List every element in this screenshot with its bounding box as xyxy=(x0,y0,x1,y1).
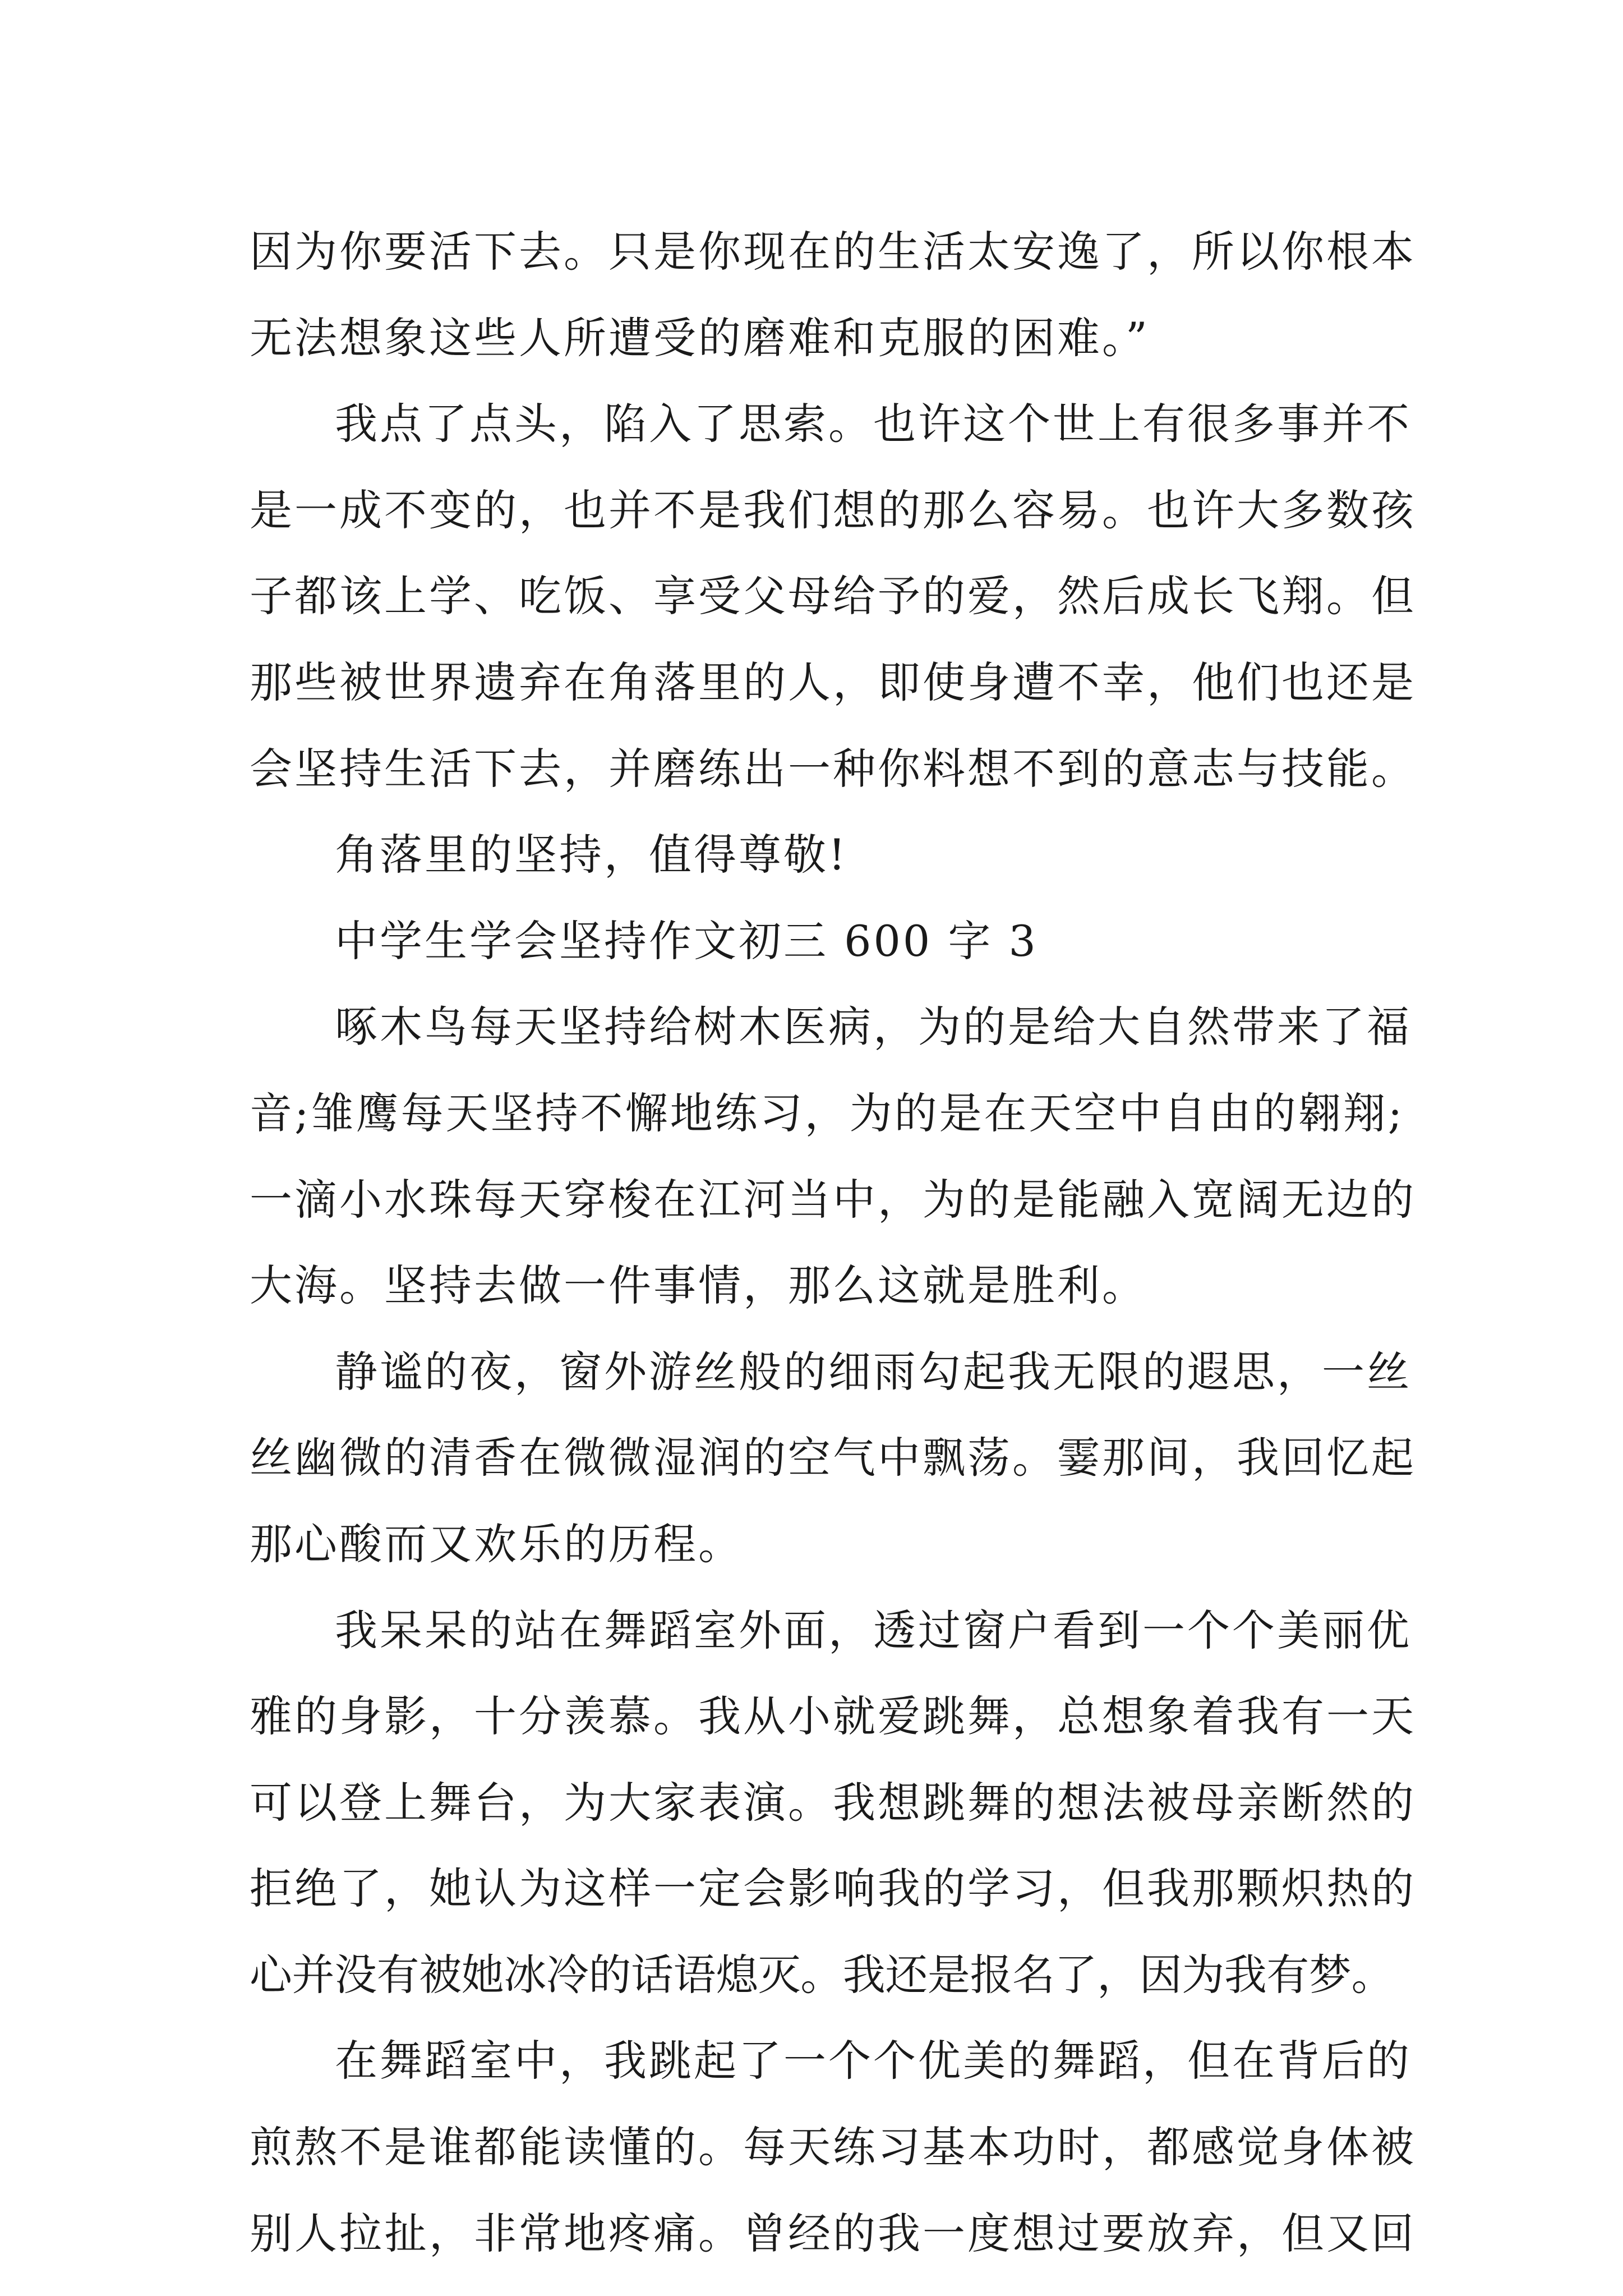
text-line: 静谧的夜，窗外游丝般的细雨勾起我无限的遐思，一丝 xyxy=(335,1346,1412,1397)
text-line: 丝幽微的清香在微微湿润的空气中飘荡。霎那间，我回忆起 xyxy=(250,1433,1416,1483)
text-line: 角落里的坚持，值得尊敬! xyxy=(335,830,848,880)
text-line: 那心酸而又欢乐的历程。 xyxy=(250,1519,743,1569)
text-line: 大海。坚持去做一件事情，那么这就是胜利。 xyxy=(250,1260,1147,1311)
body-text xyxy=(250,209,1416,2276)
text-line: 别人拉扯，非常地疼痛。曾经的我一度想过要放弃，但又回 xyxy=(250,2208,1416,2258)
text-line: 我点了点头，陷入了思索。也许这个世上有很多事并不 xyxy=(335,399,1412,449)
text-line: 煎熬不是谁都能读懂的。每天练习基本功时，都感觉身体被 xyxy=(250,2122,1416,2173)
text-line: 啄木鸟每天坚持给树木医病，为的是给大自然带来了福 xyxy=(335,1002,1412,1052)
text-line: 在舞蹈室中，我跳起了一个个优美的舞蹈，但在背后的 xyxy=(335,2036,1412,2086)
text-line: 子都该上学、吃饭、享受父母给予的爱，然后成长飞翔。但 xyxy=(250,571,1416,622)
text-line: 我呆呆的站在舞蹈室外面，透过窗户看到一个个美丽优 xyxy=(335,1605,1412,1655)
text-line: 雅的身影，十分羡慕。我从小就爱跳舞，总想象着我有一天 xyxy=(250,1691,1416,1742)
text-line: 拒绝了，她认为这样一定会影响我的学习，但我那颗炽热的 xyxy=(250,1864,1416,1914)
text-line: 那些被世界遗弃在角落里的人，即使身遭不幸，他们也还是 xyxy=(250,657,1416,707)
text-line: 无法想象这些人所遭受的磨难和克服的困难。” xyxy=(250,312,1150,363)
text-line: 是一成不变的，也并不是我们想的那么容易。也许大多数孩 xyxy=(250,485,1416,535)
text-line: 一滴小水珠每天穿梭在江河当中，为的是能融入宽阔无边的 xyxy=(250,1174,1416,1225)
text-line: 心并没有被她冰冷的话语熄灭。我还是报名了，因为我有梦。 xyxy=(250,1949,1394,2000)
text-line: 因为你要活下去。只是你现在的生活太安逸了，所以你根本 xyxy=(250,227,1416,277)
text-line: 中学生学会坚持作文初三 600 字 3 xyxy=(335,915,1038,966)
text-line: 可以登上舞台，为大家表演。我想跳舞的想法被母亲断然的 xyxy=(250,1777,1416,1828)
text-line: 音;雏鹰每天坚持不懈地练习，为的是在天空中自由的翱翔; xyxy=(250,1088,1405,1138)
text-line: 会坚持生活下去，并磨练出一种你料想不到的意志与技能。 xyxy=(250,743,1416,794)
